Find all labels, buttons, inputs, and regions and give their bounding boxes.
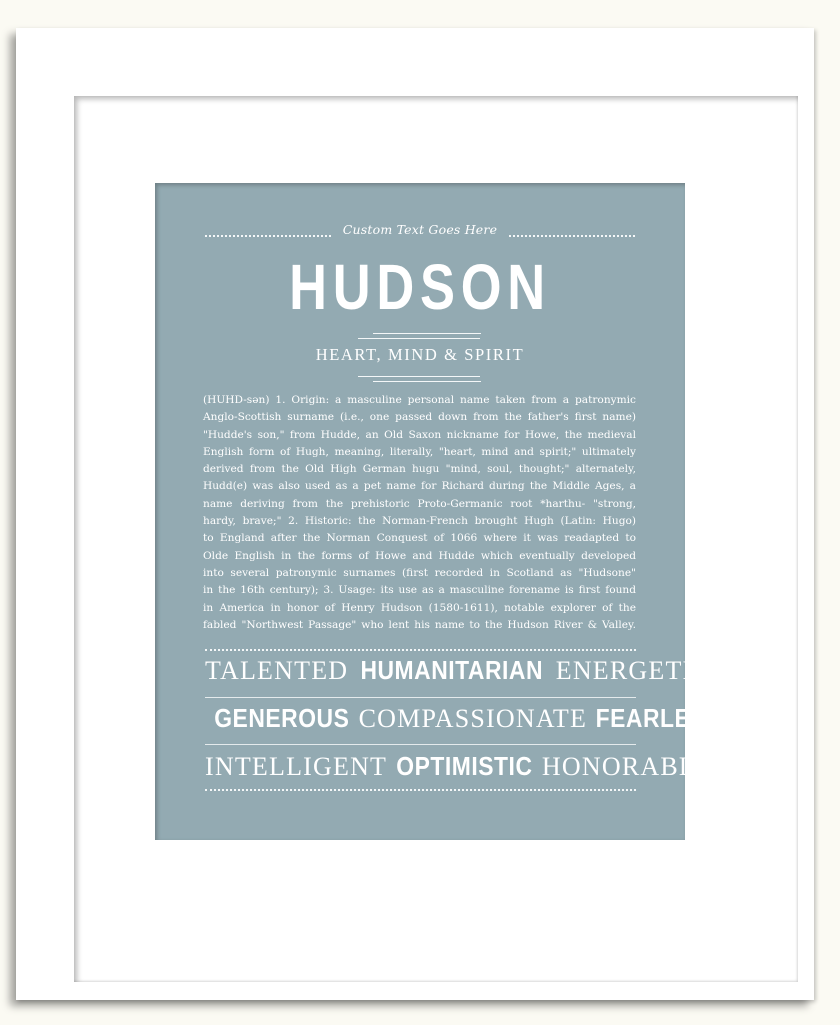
- dotted-divider-traits-top: [205, 649, 636, 651]
- ornament-rule: [373, 381, 481, 382]
- custom-text-row: [205, 220, 635, 244]
- definition-line: into several patronymic surnames (first recorded in Scotland as "Hudsone": [203, 566, 636, 579]
- definition-line: Olde English in the forms of Howe and Hudde which eventually developed: [203, 549, 636, 562]
- ornament-rule: [358, 376, 480, 377]
- traits-separator: [205, 744, 636, 745]
- definition-line: name deriving from the prehistoric Proto-Germanic root *harthu- "strong,: [203, 497, 636, 510]
- trait-word: HONORABLE: [541, 752, 714, 781]
- traits-row-1: [205, 655, 711, 691]
- definition-paragraph: [203, 392, 636, 634]
- definition-line: "Hudde's son," from Hudde, an Old Saxon nickname for Howe, the medieval: [203, 428, 636, 441]
- definition-line: (HUHD-sən) 1. Origin: a masculine personal name taken from a patronymic: [203, 394, 636, 406]
- traits-row-3: [205, 751, 714, 787]
- definition-line: hardy, brave;" 2. Historic: the Norman-French brought Hugh (Latin: Hugo): [203, 515, 636, 528]
- definition-line: derived from the Old High German hugu "mind, soul, thought;" alternately,: [203, 463, 636, 476]
- trait-word: GENEROUS: [214, 703, 350, 733]
- name-meaning: HEART, MIND & SPIRIT: [315, 345, 525, 364]
- trait-word: OPTIMISTIC: [396, 751, 533, 781]
- definition-line: to England after the Norman Conquest of 1066 where it was readapted to: [203, 532, 636, 545]
- dotted-divider-right: [509, 235, 635, 237]
- definition-line: fabled "Northwest Passage" who lent his name to the Hudson River & Valley.: [203, 618, 636, 631]
- name-print: [155, 183, 722, 840]
- definition-line: English form of Hugh, meaning, literally, "heart, mind and spirit;" ultimately: [203, 445, 636, 458]
- definition-line: in the 16th century); 3. Usage: its use as a masculine forename is first found: [203, 584, 636, 597]
- name-title: HUDSON: [289, 251, 551, 323]
- dotted-divider-traits-bottom: [205, 789, 636, 791]
- traits-row-2: [205, 703, 722, 739]
- ornament-rule: [358, 338, 480, 339]
- ornament-rule: [373, 333, 481, 334]
- traits-separator: [205, 697, 636, 698]
- trait-word: COMPASSIONATE: [358, 704, 588, 733]
- definition-line: Anglo-Scottish surname (i.e., one passed down from the father's first name): [203, 411, 636, 424]
- trait-word: ENERGETIC: [555, 656, 711, 685]
- custom-text: Custom Text Goes Here: [342, 222, 498, 237]
- trait-word: INTELLIGENT: [205, 752, 388, 781]
- definition-line: in America in honor of Henry Hudson (1580-1611), notable explorer of the: [203, 601, 636, 614]
- trait-word: TALENTED: [205, 656, 349, 685]
- trait-word: FEARLESS: [595, 703, 722, 733]
- trait-word: HUMANITARIAN: [360, 655, 544, 685]
- definition-line: Hudd(e) was also used as a pet name for Richard during the Middle Ages, a: [203, 480, 636, 493]
